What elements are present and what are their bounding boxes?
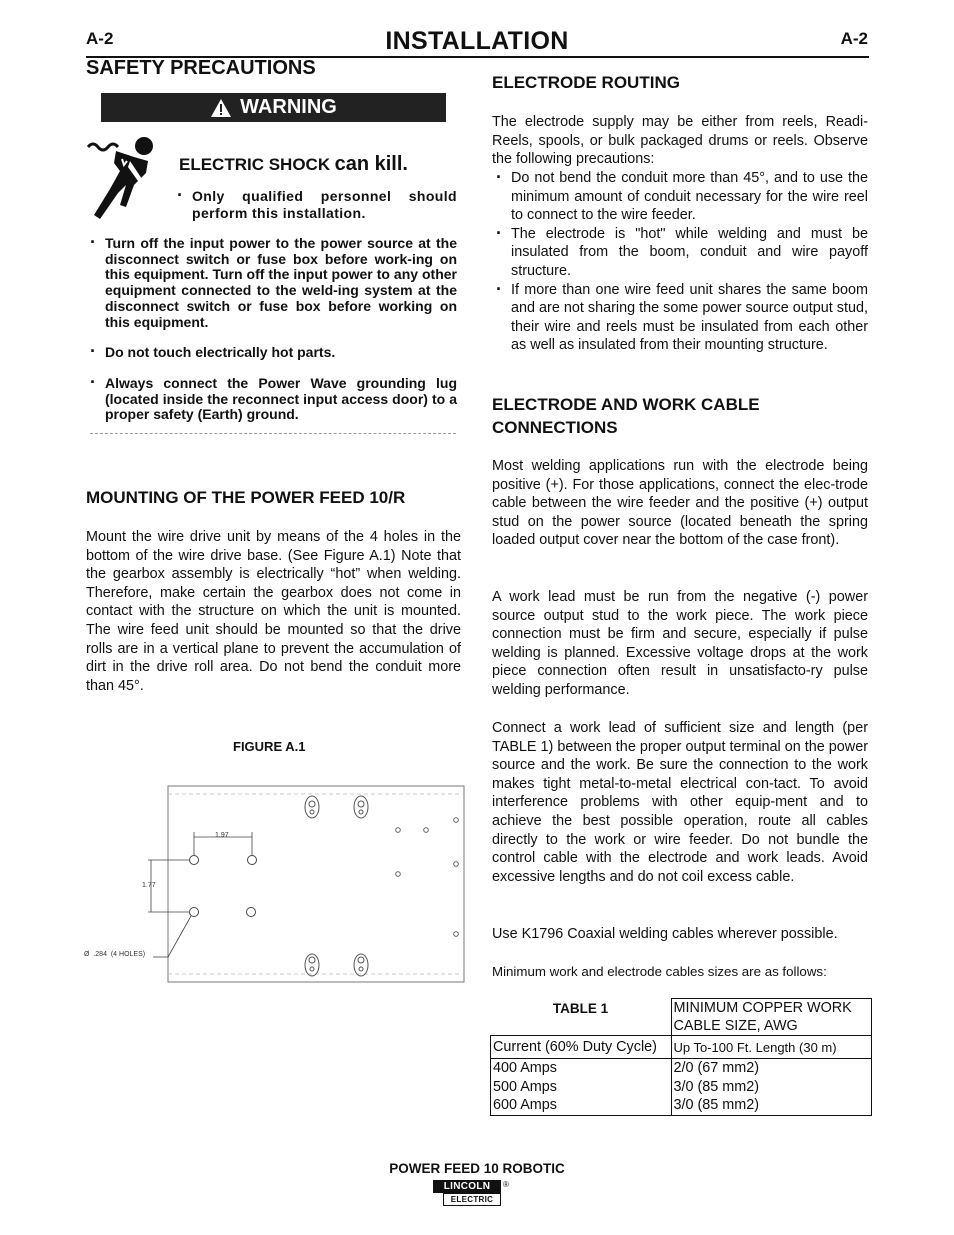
table-header-line2: CABLE SIZE, AWG [673,1018,798,1034]
page-number-right: A-2 [840,29,868,48]
cables-paragraph-1: Most welding applications run with the electrode being positive (+). For those applications, connect the elec-trode cable between the wire feeder and the positive (+) output stud on the power source (located beneath the spring loaded output cover near the bottom of the case front). [492,458,868,549]
table-row [491,999,872,1036]
list-item: · Always connect the Power Wave grounding lug (located inside the reconnect input access door) to a proper safety (Earth) ground. [86,376,457,423]
table-sizes-cell [671,1059,872,1116]
mounting-heading: MOUNTING OF THE POWER FEED 10/R [86,488,406,507]
routing-intro: The electrode supply may be either from reels, Readi-Reels, spools, or bulk packaged drums or reels. Observe the following precautions: [492,114,868,168]
table-1 [490,998,872,1116]
dimension-vertical: 1.77 [142,882,156,889]
page-number-left: A-2 [86,29,114,48]
safety-bullet-list [86,236,457,423]
cables-paragraph-3: Connect a work lead of sufficient size and length (per TABLE 1) between the proper output terminal on the power source and the work. Be sure the connection to the work makes tight metal-to-metal electrical con-tact. To avoid interference problems with other equip-ment and to achieve the best possible operation, route all cables directly to the work or wire feeder. Do not bundle the control cable with the electrode and work leads. Avoid excessive lengths and do not coil excess cable. [492,720,868,885]
list-item: · The electrode is "hot" while welding and must be insulated from the boom, conduit and wire payoff structure. [492,225,868,281]
figure-a1-drawing [80,782,470,992]
table-cell: 2/0 (67 mm2) [673,1060,760,1076]
table-cell: 600 Amps [493,1097,557,1113]
figure-caption: FIGURE A.1 [233,739,306,754]
table-cell: 400 Amps [493,1060,557,1076]
table-row [491,1036,872,1059]
logo-top: LINCOLN [433,1180,501,1193]
safety-heading: SAFETY PRECAUTIONS [86,57,316,79]
table-row [491,1059,872,1116]
table-amps-cell [491,1059,672,1116]
list-item: · Only qualified personnel should perform this installation. [173,188,457,221]
dimension-horizontal: 1.97 [215,832,229,839]
table-cell: 3/0 (85 mm2) [673,1078,760,1095]
mounting-hole [190,908,199,917]
can-kill-label: can kill. [334,153,408,175]
hole-label: Ø .284 (4 HOLES) [84,951,146,958]
list-item: · Do not bend the conduit more than 45°, and to use the minimum amount of conduit necessary for the wire reel to connect to the wire feeder. [492,169,868,225]
list-item: · If more than one wire feed unit shares the same boom and are not sharing the some power source output stud, their wire and reels must be insulated from each other as well as insulated from their mounting structure. [492,281,868,355]
section-divider [90,433,456,434]
list-item: · Do not touch electrically hot parts. [86,345,457,361]
cables-paragraph-4: Use K1796 Coaxial welding cables wherever possible. [492,926,838,942]
warning-triangle-icon [210,98,232,118]
table-col2-header [671,999,872,1036]
routing-bullet-list [492,169,868,355]
routing-heading: ELECTRODE ROUTING [492,73,680,92]
cables-heading-line2: CONNECTIONS [492,418,618,437]
electric-shock-heading [179,153,408,176]
footer-product-name: POWER FEED 10 ROBOTIC [389,1161,565,1176]
cables-paragraph-2: A work lead must be run from the negative (-) power source output stud to the work piece. The work piece connection must be firm and secure, especially if pulse welding is planned. Excessive voltage drops at the work piece connection often result in unsatisfacto-ry pulse welding performance. [492,589,868,698]
logo-registered-mark: ® [503,1180,509,1189]
cables-heading [492,393,760,439]
lincoln-electric-logo [433,1180,509,1206]
table-row-label: Current (60% Duty Cycle) [491,1036,672,1059]
table-title: TABLE 1 [552,1000,609,1016]
electric-shock-icon [86,133,162,223]
mounting-hole [190,856,199,865]
warning-banner [101,93,446,122]
mounting-paragraph: Mount the wire drive unit by means of the 4 holes in the bottom of the wire drive base. (See Figure A.1) Note that the gearbox assembly is electrically “hot” when welding. Therefore, make certain the gearbox does not come in contact with the structure on which the unit is mounted. The wire feed unit should be mounted so that the drive rolls are in a vertical plane to prevent the accumulation of dirt in the drive roll area. Do not bend the conduit more than 45°. [86,529,461,694]
mounting-hole [247,908,256,917]
electric-shock-label: ELECTRIC SHOCK [179,155,331,174]
list-item: · Turn off the input power to the power source at the disconnect switch or fuse box before work-ing on this equipment. Turn off the input power to any other equipment connected to the weld-ing system at the disconnect switch or fuse box before working on this equipment. [86,236,457,330]
table-cell: 500 Amps [493,1078,557,1095]
warning-label: WARNING [240,96,337,118]
cables-heading-line1: ELECTRODE AND WORK CABLE [492,395,760,414]
table-cell: 3/0 (85 mm2) [673,1097,760,1113]
mounting-hole [248,856,257,865]
table-header-line1: MINIMUM COPPER WORK [673,1000,852,1016]
cables-paragraph-5: Minimum work and electrode cables sizes are as follows: [492,964,827,979]
page-title: INSTALLATION [385,27,569,55]
table-row-length: Up To-100 Ft. Length (30 m) [671,1036,872,1059]
logo-bottom: ELECTRIC [443,1193,501,1206]
qualified-personnel-list [173,188,457,221]
